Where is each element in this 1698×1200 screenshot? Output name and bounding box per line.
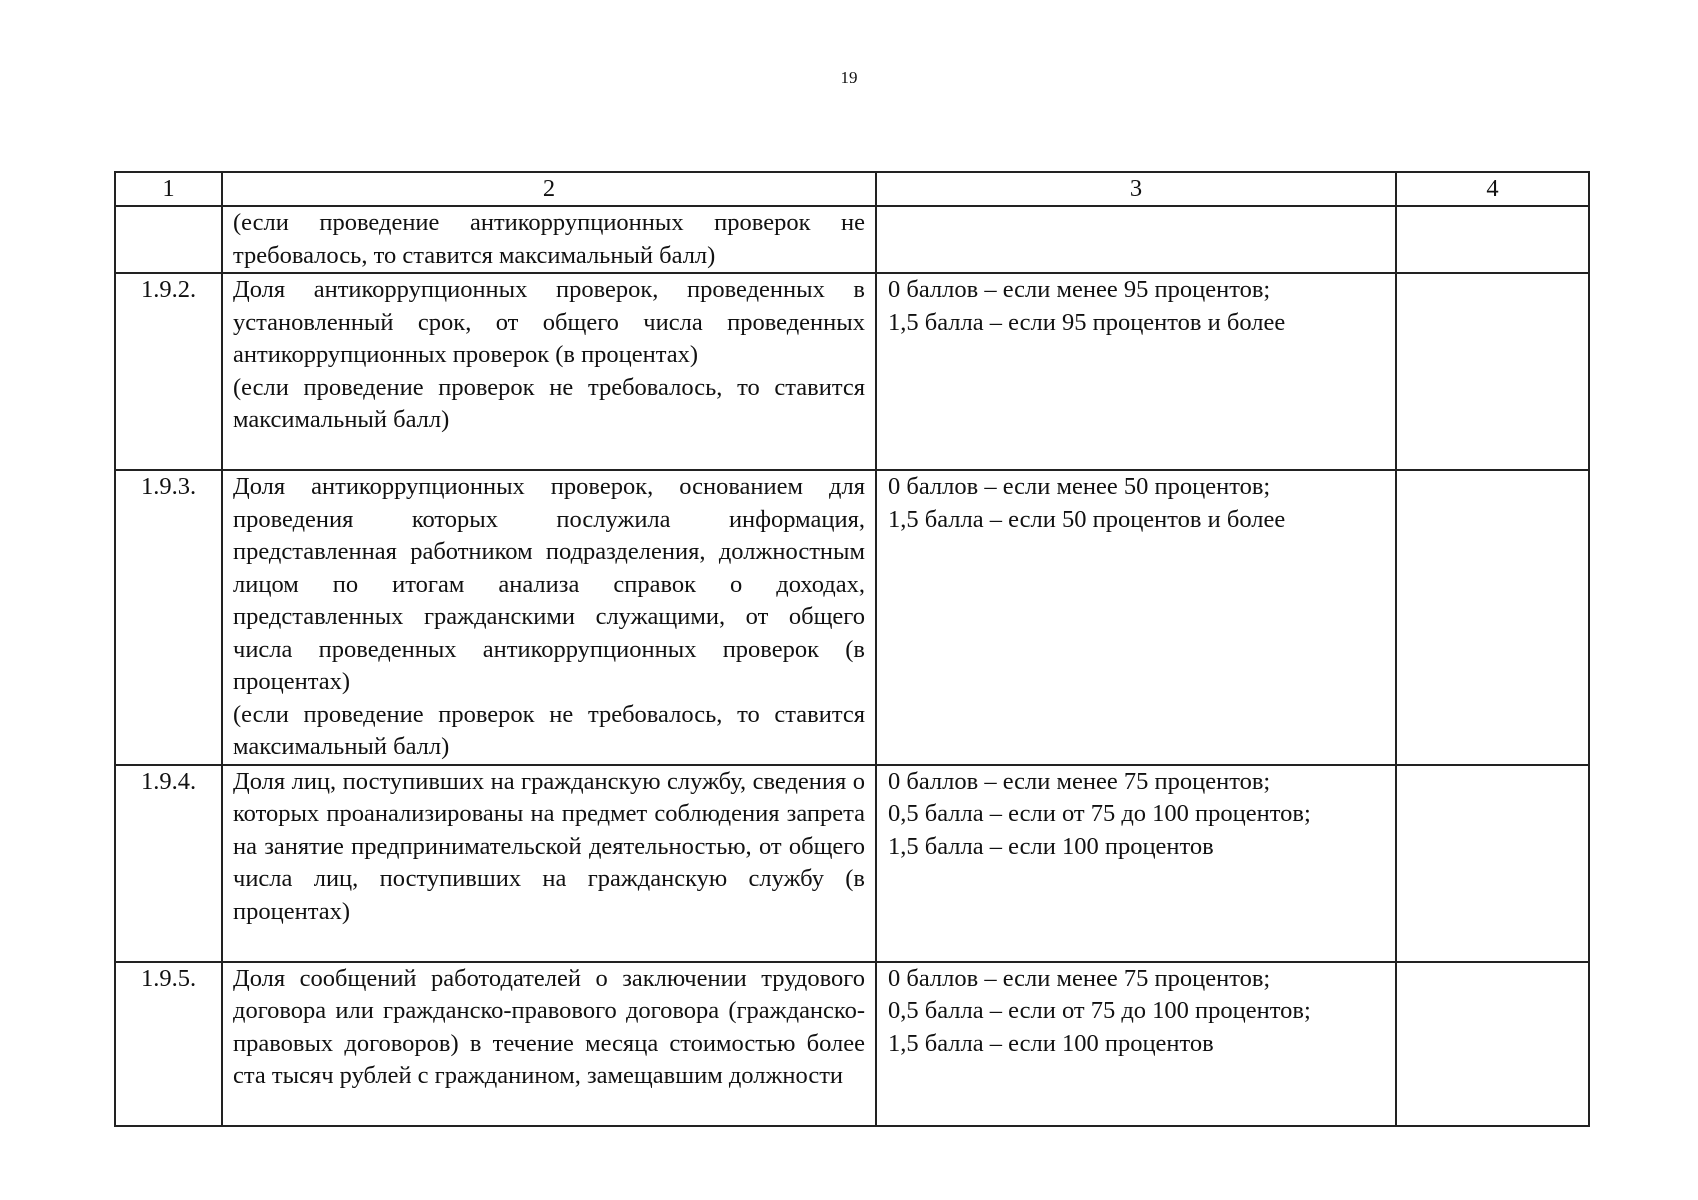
table-row: [115, 206, 1589, 273]
score-cell: [876, 470, 1396, 765]
row-number-cell: [115, 273, 222, 470]
table-row: [115, 765, 1589, 962]
table-row: [115, 470, 1589, 765]
description-cell: [222, 962, 876, 1126]
description-text: (если проведение антикоррупционных проверок не требовалось, то ставится максимальный балл): [233, 209, 865, 269]
description-cell: [222, 273, 876, 470]
row-number: 1.9.2.: [140, 276, 197, 303]
row-number: 1.9.5.: [140, 964, 197, 992]
row-number-cell: [115, 765, 222, 962]
criteria-table: [114, 171, 1590, 1127]
score-cell: [876, 273, 1396, 470]
header-col-4: 4: [1396, 172, 1589, 206]
description-cell: [222, 765, 876, 962]
description-text: Доля сообщений работодателей о заключении трудового договора или гражданско-правового договора (гражданско-правовых договоров) в течение месяца стоимостью более ста тысяч рублей с гражданином, замещавшим должности: [233, 964, 865, 1089]
col4-cell: [1396, 206, 1589, 273]
page-number: 19: [840, 68, 858, 87]
col4-cell: [1396, 962, 1589, 1126]
col4-cell: [1396, 765, 1589, 962]
col4-cell: [1396, 470, 1589, 765]
row-number-cell: [115, 206, 222, 273]
description-text: Доля антикоррупционных проверок, основанием для проведения которых послужила информация, представленная работником подразделения, должностным лицом по итогам анализа справок о доходах, представленных гражданскими служащими, от общего числа проведенных антикоррупционных проверок (в процентах): [233, 473, 865, 695]
score-cell: [876, 962, 1396, 1126]
row-number-cell: [115, 470, 222, 765]
description-text: Доля антикоррупционных проверок, проведенных в установленный срок, от общего числа проведенных антикоррупционных проверок (в процентах): [233, 276, 865, 368]
score-line: 0 баллов – если менее 75 процентов;: [888, 767, 1271, 795]
description-cell: [222, 206, 876, 273]
score-line: 1,5 балла – если 95 процентов и более: [888, 308, 1286, 336]
score-line: 0,5 балла – если от 75 до 100 процентов;: [888, 997, 1311, 1024]
row-number-cell: [115, 962, 222, 1126]
score-line: 0 баллов – если менее 50 процентов;: [888, 473, 1271, 500]
score-line: 0 баллов – если менее 75 процентов;: [888, 964, 1271, 992]
row-number: 1.9.3.: [140, 473, 197, 500]
score-line: 1,5 балла – если 100 процентов: [888, 1029, 1214, 1057]
table-row: [115, 962, 1589, 1126]
description-cell: [222, 470, 876, 765]
score-line: 1,5 балла – если 100 процентов: [888, 832, 1214, 860]
description-note: (если проведение проверок не требовалось, то ставится максимальный балл): [233, 373, 865, 433]
score-cell: [876, 765, 1396, 962]
score-cell: [876, 206, 1396, 273]
row-number: 1.9.4.: [140, 767, 197, 795]
header-col-3: 3: [876, 172, 1396, 206]
table-row: [115, 273, 1589, 470]
score-line: 1,5 балла – если 50 процентов и более: [888, 505, 1286, 533]
header-col-2: 2: [222, 172, 876, 206]
col4-cell: [1396, 273, 1589, 470]
score-line: 0 баллов – если менее 95 процентов;: [888, 276, 1271, 303]
description-text: Доля лиц, поступивших на гражданскую службу, сведения о которых проанализированы на предмет соблюдения запрета на занятие предпринимательской деятельностью, от общего числа лиц, поступивших на гражданскую службу (в процентах): [233, 767, 865, 925]
table-header-row: [115, 172, 1589, 206]
header-col-1: 1: [115, 172, 222, 206]
description-note: (если проведение проверок не требовалось, то ставится максимальный балл): [233, 700, 865, 760]
score-line: 0,5 балла – если от 75 до 100 процентов;: [888, 800, 1311, 827]
